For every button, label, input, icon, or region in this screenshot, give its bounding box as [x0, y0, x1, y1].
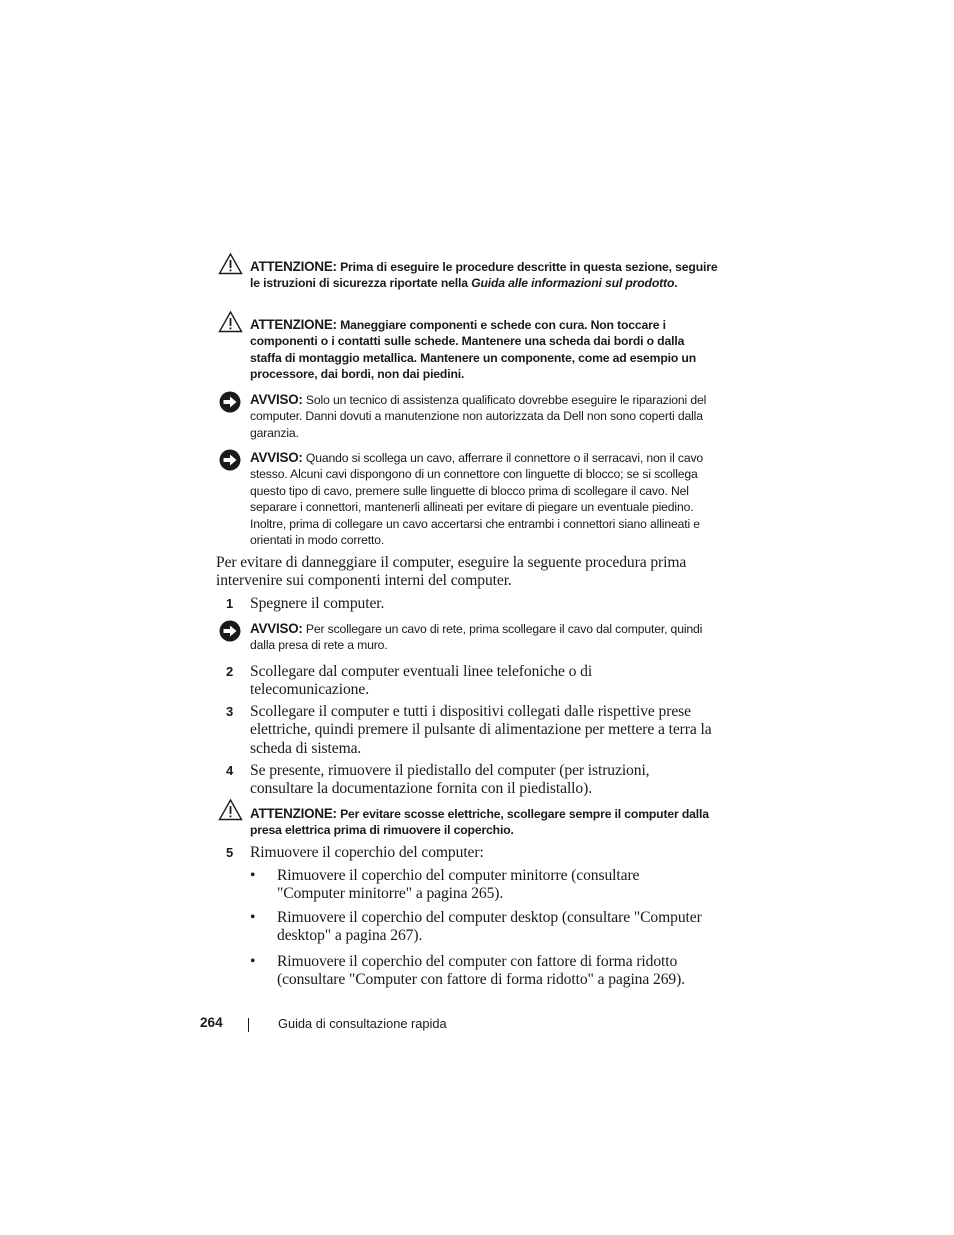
note-label: AVVISO:: [250, 621, 303, 636]
step-text: Spegnere il computer.: [250, 595, 385, 612]
step-number: 4: [226, 763, 234, 778]
step-number: 5: [226, 845, 234, 860]
notice-arrow-icon: [218, 448, 243, 472]
warning-triangle-icon: [218, 798, 243, 822]
warning-triangle-icon: [218, 252, 243, 276]
note-text: Per scollegare un cavo di rete, prima scollegare il cavo dal computer, quindi dalla presa di rete a muro.: [250, 622, 703, 653]
bullet-marker: •: [250, 953, 256, 970]
bullet-item: Rimuovere il coperchio del computer con fattore di forma ridotto (consultare "Computer con fattore di forma ridotto" a pagina 269).: [277, 953, 685, 989]
footer-title: Guida di consultazione rapida: [278, 1016, 447, 1031]
caution-note: [250, 259, 718, 292]
step-number: 3: [226, 704, 234, 719]
caution-note: [250, 317, 718, 383]
bullet-item: Rimuovere il coperchio del computer minitorre (consultare "Computer minitorre" a pagina 265).: [277, 867, 640, 903]
note-text-end: .: [674, 276, 678, 291]
footer-divider: [248, 1018, 249, 1032]
bullet-marker: •: [250, 867, 256, 884]
note-text: Prima di eseguire le procedure descritte in questa sezione, seguire le istruzioni di sicurezza riportate nella: [250, 260, 718, 291]
note-italic-text: Guida alle informazioni sul prodotto: [471, 276, 675, 291]
step-number: 1: [226, 596, 234, 611]
step-text: Rimuovere il coperchio del computer:: [250, 844, 484, 861]
note-label: ATTENZIONE:: [250, 259, 337, 274]
notice-note: [250, 450, 718, 548]
step-text: Se presente, rimuovere il piedistallo del computer (per istruzioni, consultare la documentazione fornita con il piedistallo).: [250, 762, 650, 798]
note-text: Solo un tecnico di assistenza qualificato dovrebbe eseguire le riparazioni del computer. Danni dovuti a manutenzione non autorizzata da Dell non sono coperti dalla garanzia.: [250, 393, 707, 440]
note-text: Quando si scollega un cavo, afferrare il connettore o il serracavi, non il cavo stesso. Alcuni cavi dispongono di un connettore con linguette di blocco; se si scollega questo tipo di cavo, premere sulle linguette di blocco prima di scollegare il cavo. Nel separare i connettori, mantenerli allineati per evitare di piegare un eventuale piedino. Inoltre, prima di collegare un cavo accertarsi che entrambi i connettori siano allineati e orientati in modo corretto.: [250, 451, 704, 548]
intro-paragraph: Per evitare di danneggiare il computer, eseguire la seguente procedura prima intervenire sui componenti interni del computer.: [216, 554, 687, 590]
page-number: 264: [200, 1015, 223, 1030]
note-text: Maneggiare componenti e schede con cura. Non toccare i componenti o i contatti sulle schede. Mantenere una scheda dai bordi o dalla staffa di montaggio metallica. Mantenere un componente, come ad esempio un processore, dai bordi, non dai piedini.: [250, 318, 697, 382]
notice-note: [250, 392, 718, 441]
note-label: ATTENZIONE:: [250, 806, 337, 821]
bullet-marker: •: [250, 909, 256, 926]
note-text: Per evitare scosse elettriche, scollegare sempre il computer dalla presa elettrica prima di rimuovere il coperchio.: [250, 807, 709, 838]
note-label: AVVISO:: [250, 392, 303, 407]
bullet-item: Rimuovere il coperchio del computer desktop (consultare "Computer desktop" a pagina 267).: [277, 909, 702, 945]
note-label: ATTENZIONE:: [250, 317, 337, 332]
notice-arrow-icon: [218, 390, 243, 414]
step-text: Scollegare dal computer eventuali linee telefoniche o di telecomunicazione.: [250, 663, 593, 699]
caution-note: [250, 806, 718, 839]
note-label: AVVISO:: [250, 450, 303, 465]
step-text: Scollegare il computer e tutti i dispositivi collegati dalle rispettive prese elettriche, quindi premere il pulsante di alimentazione per mettere a terra la scheda di sistema.: [250, 703, 712, 757]
notice-note: [250, 621, 718, 654]
notice-arrow-icon: [218, 619, 243, 643]
step-number: 2: [226, 664, 234, 679]
warning-triangle-icon: [218, 310, 243, 334]
